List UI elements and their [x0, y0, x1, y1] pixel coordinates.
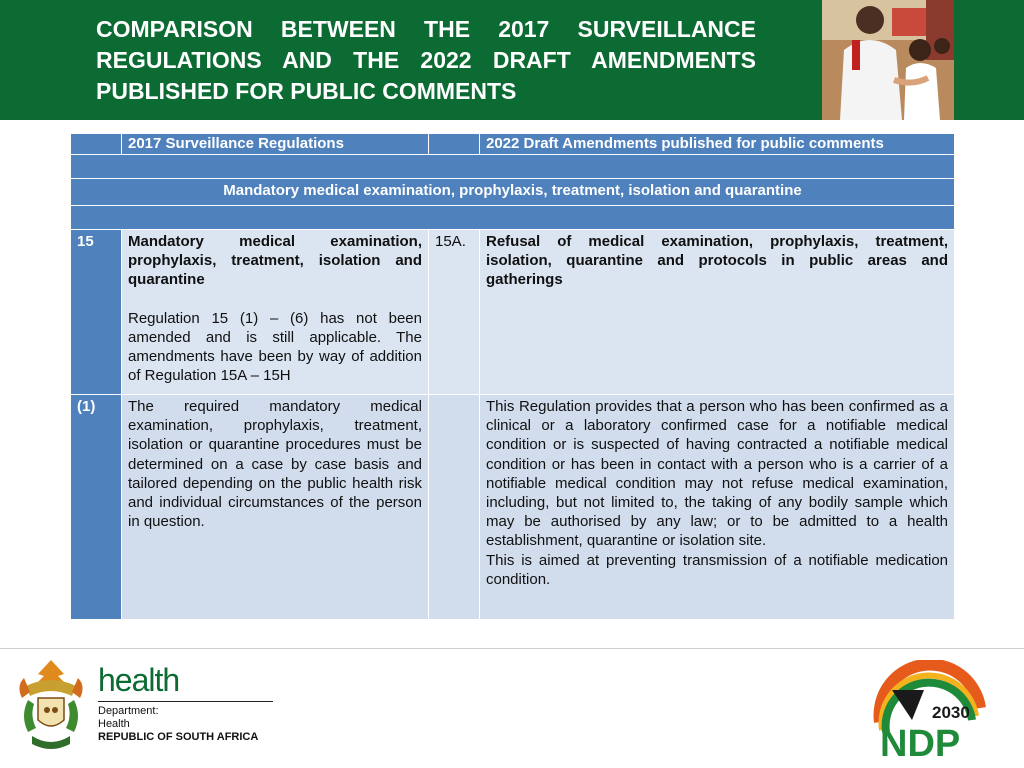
table-header-row [71, 134, 954, 155]
ndp-2030-logo-icon [872, 660, 988, 760]
row-number-2017: 15 [71, 230, 122, 395]
header-num-2017 [71, 134, 122, 155]
row-heading-2022: Refusal of medical examination, prophylaxis, treatment, isolation, quarantine and protocols in public areas and gatherings [486, 233, 948, 289]
header-photo [822, 0, 954, 120]
spacer-band-top [71, 155, 954, 179]
row-content-2017 [122, 230, 429, 395]
column-header-2022: 2022 Draft Amendments published for public comments [480, 134, 954, 155]
row-content-2022 [480, 230, 954, 395]
row-content-2022 [480, 395, 954, 620]
row-number-2022: 15A. [429, 230, 480, 395]
department-line-2: Health [98, 718, 130, 730]
health-wordmark: health [98, 662, 180, 698]
ndp-text: NDP [880, 723, 961, 760]
row-text-2017: The required mandatory medical examination, prophylaxis, treatment, isolation or quarantine procedures must be determined on a case by case basis and tailored depending on the public health risk and individual circumstances of the person in question. [128, 398, 422, 531]
department-text [98, 705, 258, 744]
department-line-1: Department: [98, 705, 159, 717]
row-text-2022-a: This Regulation provides that a person who has been confirmed as a clinical or a laboratory confirmed case for a notifiable medical condition or is suspected of having contracted a notifiable medical condition or has been in contact with a person who is a carrier of a notifiable medical condition may not refuse medical examination, including, but not limited to, the taking of any bodily sample which may be authorised by any law; or to be admitted to a health establishment, quarantine or isolation site. [486, 398, 948, 550]
row-text-2022-b: This is aimed at preventing transmission of a notifiable medication condition. [486, 551, 948, 588]
row-content-2017 [122, 395, 429, 620]
page-title: COMPARISON BETWEEN THE 2017 SURVEILLANCE REGULATIONS AND THE 2022 DRAFT AMENDMENTS PUBLISHED FOR PUBLIC COMMENTS [96, 16, 756, 104]
row-heading-2017: Mandatory medical examination, prophylaxis, treatment, isolation and quarantine [128, 233, 422, 289]
comparison-table [71, 134, 954, 620]
header-banner [0, 0, 1024, 120]
row-text-2017: Regulation 15 (1) – (6) has not been amended and is still applicable. The amendments have been by way of addition of Regulation 15A – 15H [128, 309, 422, 385]
header-photo-illustration [822, 0, 954, 120]
section-title: Mandatory medical examination, prophylaxis, treatment, isolation and quarantine [71, 179, 954, 206]
row-number-2022 [429, 395, 480, 620]
ndp-year: 2030 [932, 703, 970, 722]
spacer-band-bottom [71, 206, 954, 230]
table-row [71, 230, 954, 395]
department-line-3: REPUBLIC OF SOUTH AFRICA [98, 731, 259, 743]
department-logo [14, 656, 284, 756]
header-num-2022 [429, 134, 480, 155]
column-header-2017: 2017 Surveillance Regulations [122, 134, 429, 155]
row-number-2017: (1) [71, 395, 122, 620]
table-row [71, 395, 954, 620]
footer-divider [0, 648, 1024, 649]
coat-of-arms-icon [14, 656, 89, 756]
health-underline [98, 701, 273, 702]
